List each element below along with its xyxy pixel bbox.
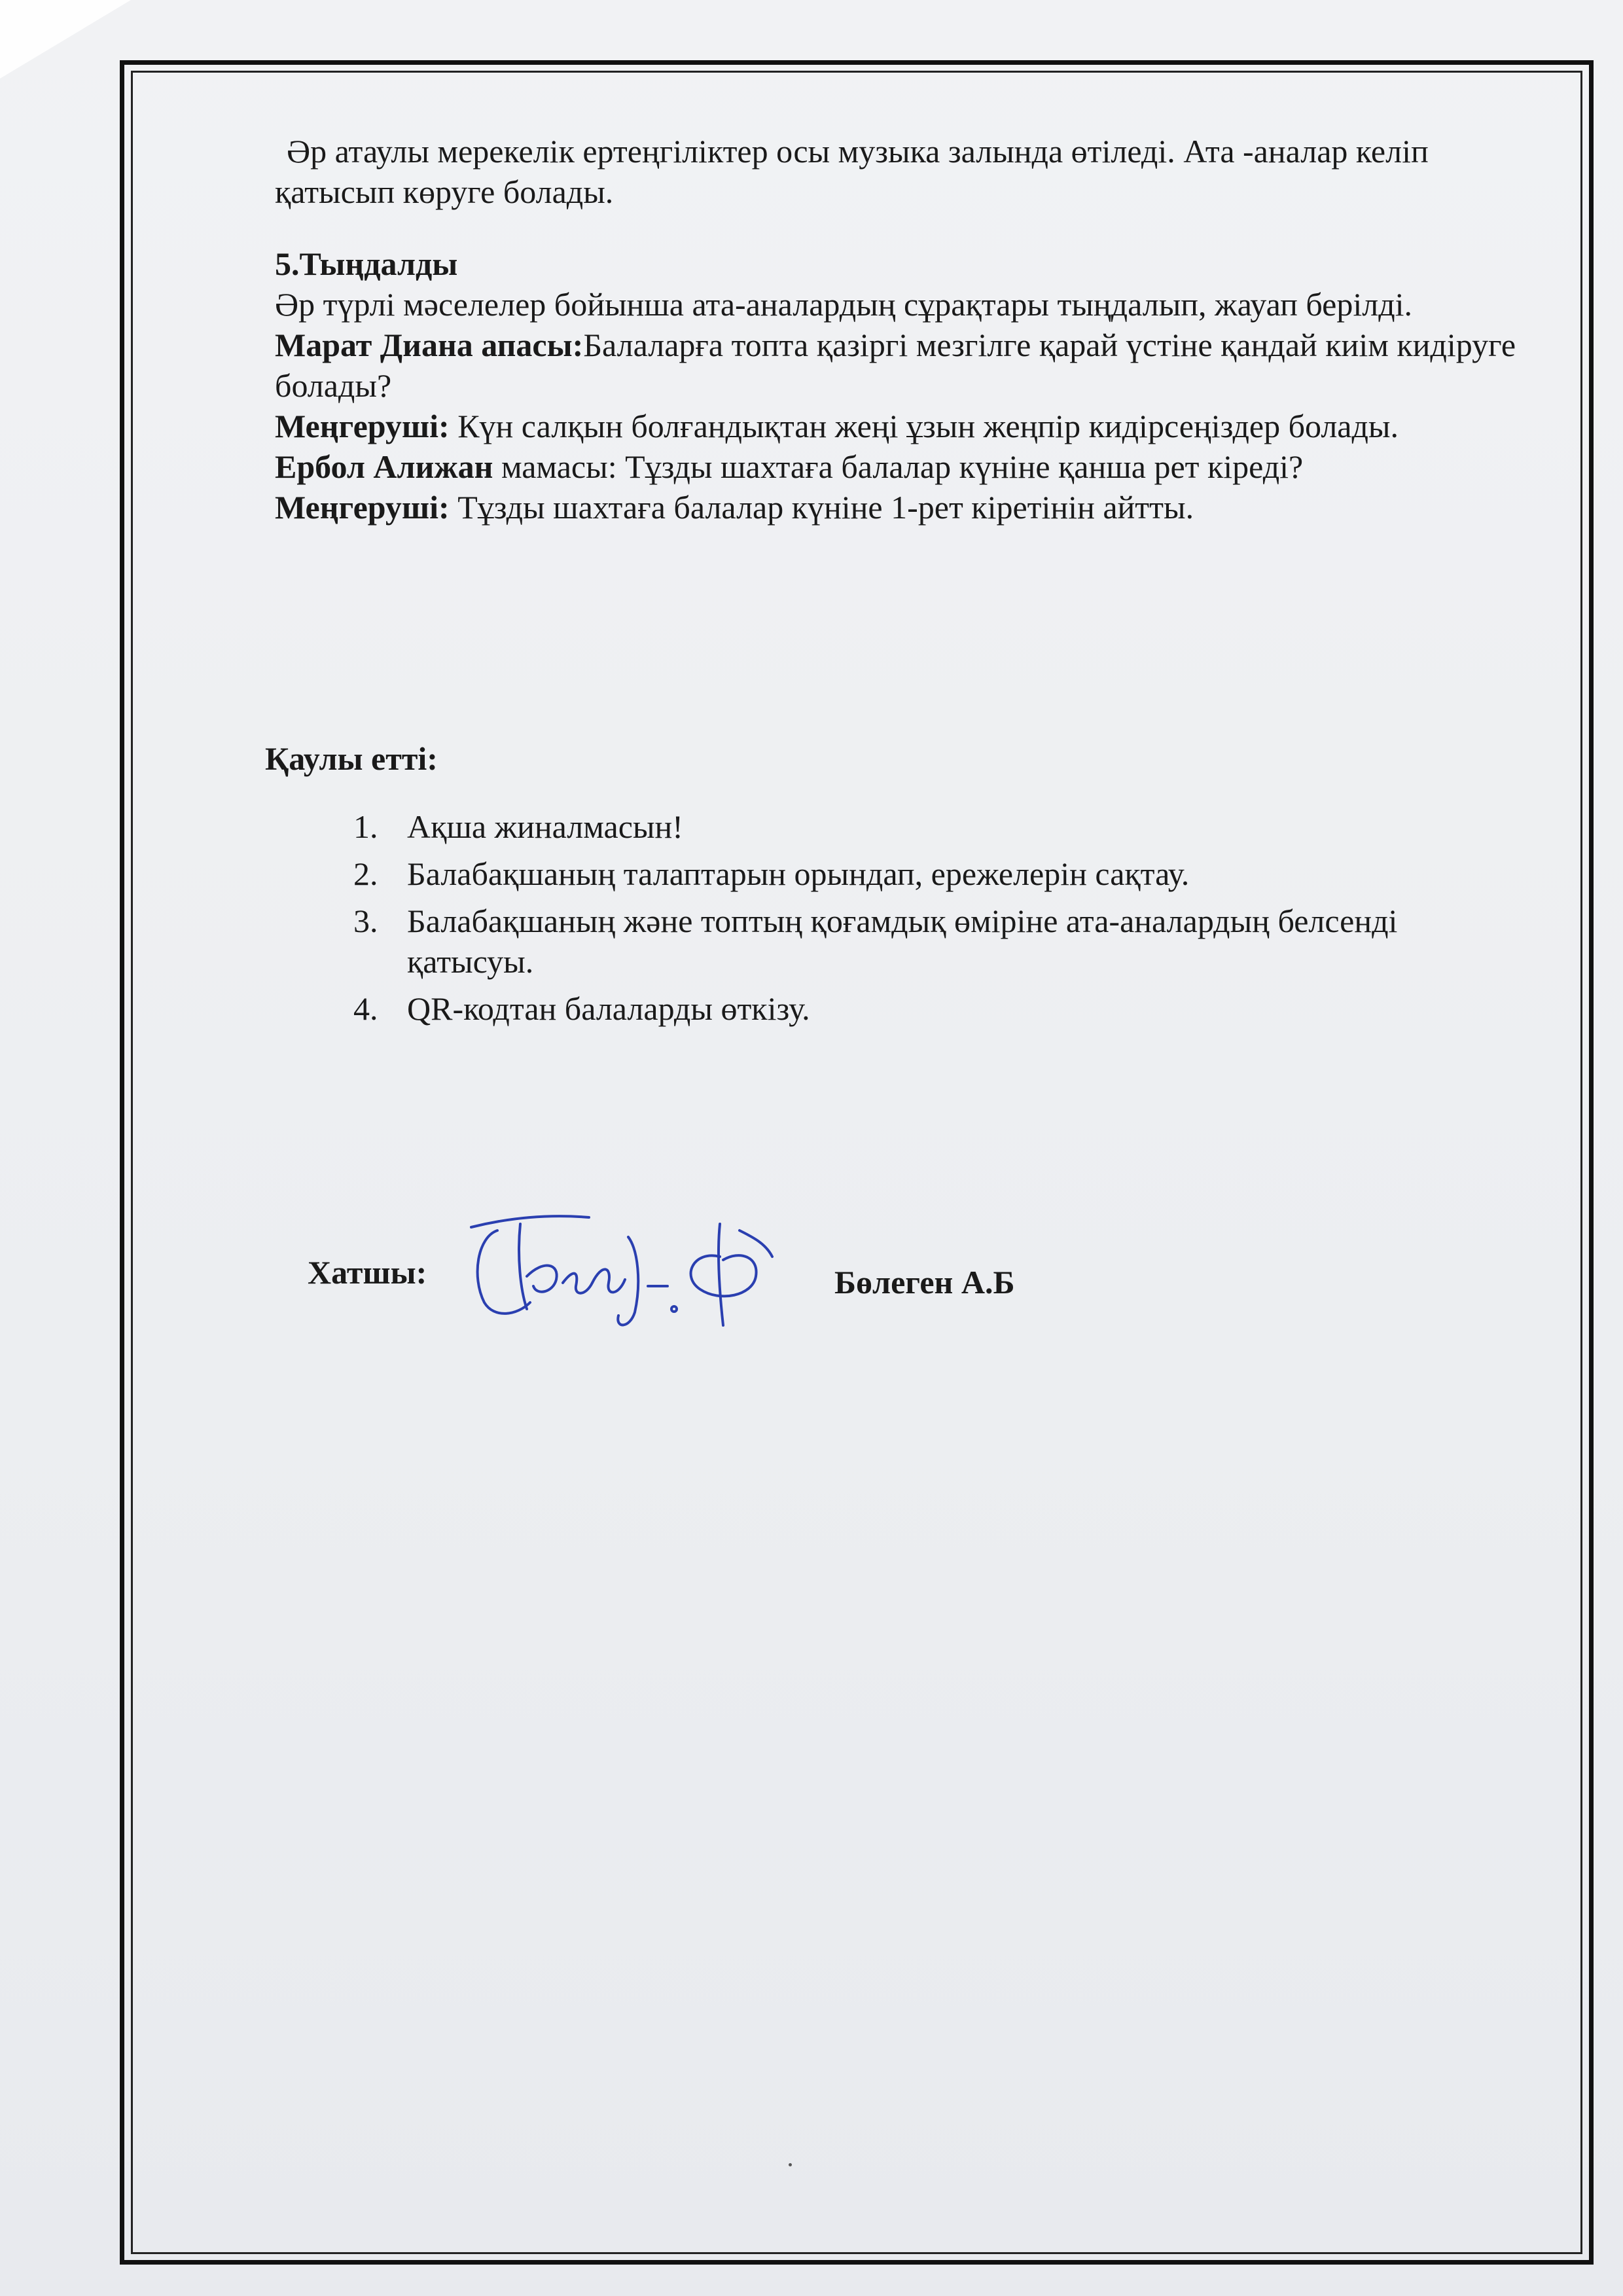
dialogue-speaker: Меңгеруші: xyxy=(275,408,450,444)
list-item xyxy=(353,806,1466,847)
intro-paragraph: Әр атаулы мерекелік ертеңгіліктер осы музыка залында өтіледі. Ата -аналар келіп қатысып көруге болады. xyxy=(275,133,1429,210)
list-item-text: Ақша жиналмасын! xyxy=(407,808,683,845)
list-item-number: 2. xyxy=(353,855,378,892)
dialogue-text: Күн салқын болғандықтан жеңі ұзын жеңпір кидірсеңіздер болады. xyxy=(449,408,1399,444)
scan-speck xyxy=(789,2163,792,2166)
dialogue-text: Тұзды шахтаға балалар күніне 1-рет кіретінін айтты. xyxy=(449,489,1194,526)
list-item-number: 4. xyxy=(353,990,378,1027)
list-item xyxy=(353,988,1466,1029)
list-item-number: 3. xyxy=(353,903,378,939)
dialogue-speaker: Марат Диана апасы: xyxy=(275,327,584,363)
dialogue-text: Балаларға топта қазіргі мезгілге қарай үстіне қандай киім кидіруге болады? xyxy=(275,327,1516,404)
signature-block xyxy=(308,1178,1355,1348)
section-5-heading: 5.Тыңдалды xyxy=(275,245,458,282)
document-body xyxy=(275,131,1551,528)
dialogue-text: мамасы: Тұзды шахтаға балалар күніне қанша рет кіреді? xyxy=(493,448,1304,485)
page-fold-corner xyxy=(0,0,131,79)
list-item-text: Балабақшаның және топтың қоғамдық өміріне ата-аналардың белсенді қатысуы. xyxy=(407,903,1398,980)
decision-list xyxy=(353,806,1466,1035)
handwritten-signature xyxy=(458,1198,798,1335)
dialogue-line xyxy=(275,487,1551,528)
section-5-text: Әр түрлі мәселелер бойынша ата-аналардың сұрақтары тыңдалып, жауап берілді. xyxy=(275,286,1413,323)
secretary-name: Бөлеген А.Б xyxy=(834,1264,1015,1300)
list-item-text: QR-кодтан балаларды өткізу. xyxy=(407,990,810,1027)
dialogue-line xyxy=(275,406,1551,446)
dialogue-speaker: Меңгеруші: xyxy=(275,489,450,526)
dialogue-line xyxy=(275,325,1551,406)
list-item xyxy=(353,901,1466,982)
list-item-number: 1. xyxy=(353,808,378,845)
dialogue-line xyxy=(275,446,1551,487)
list-item xyxy=(353,853,1466,894)
secretary-label: Хатшы: xyxy=(308,1254,427,1291)
decision-heading: Қаулы етті: xyxy=(265,740,438,777)
list-item-text: Балабақшаның талаптарын орындап, ережелерін сақтау. xyxy=(407,855,1190,892)
dialogue-speaker: Ербол Алижан xyxy=(275,448,493,485)
